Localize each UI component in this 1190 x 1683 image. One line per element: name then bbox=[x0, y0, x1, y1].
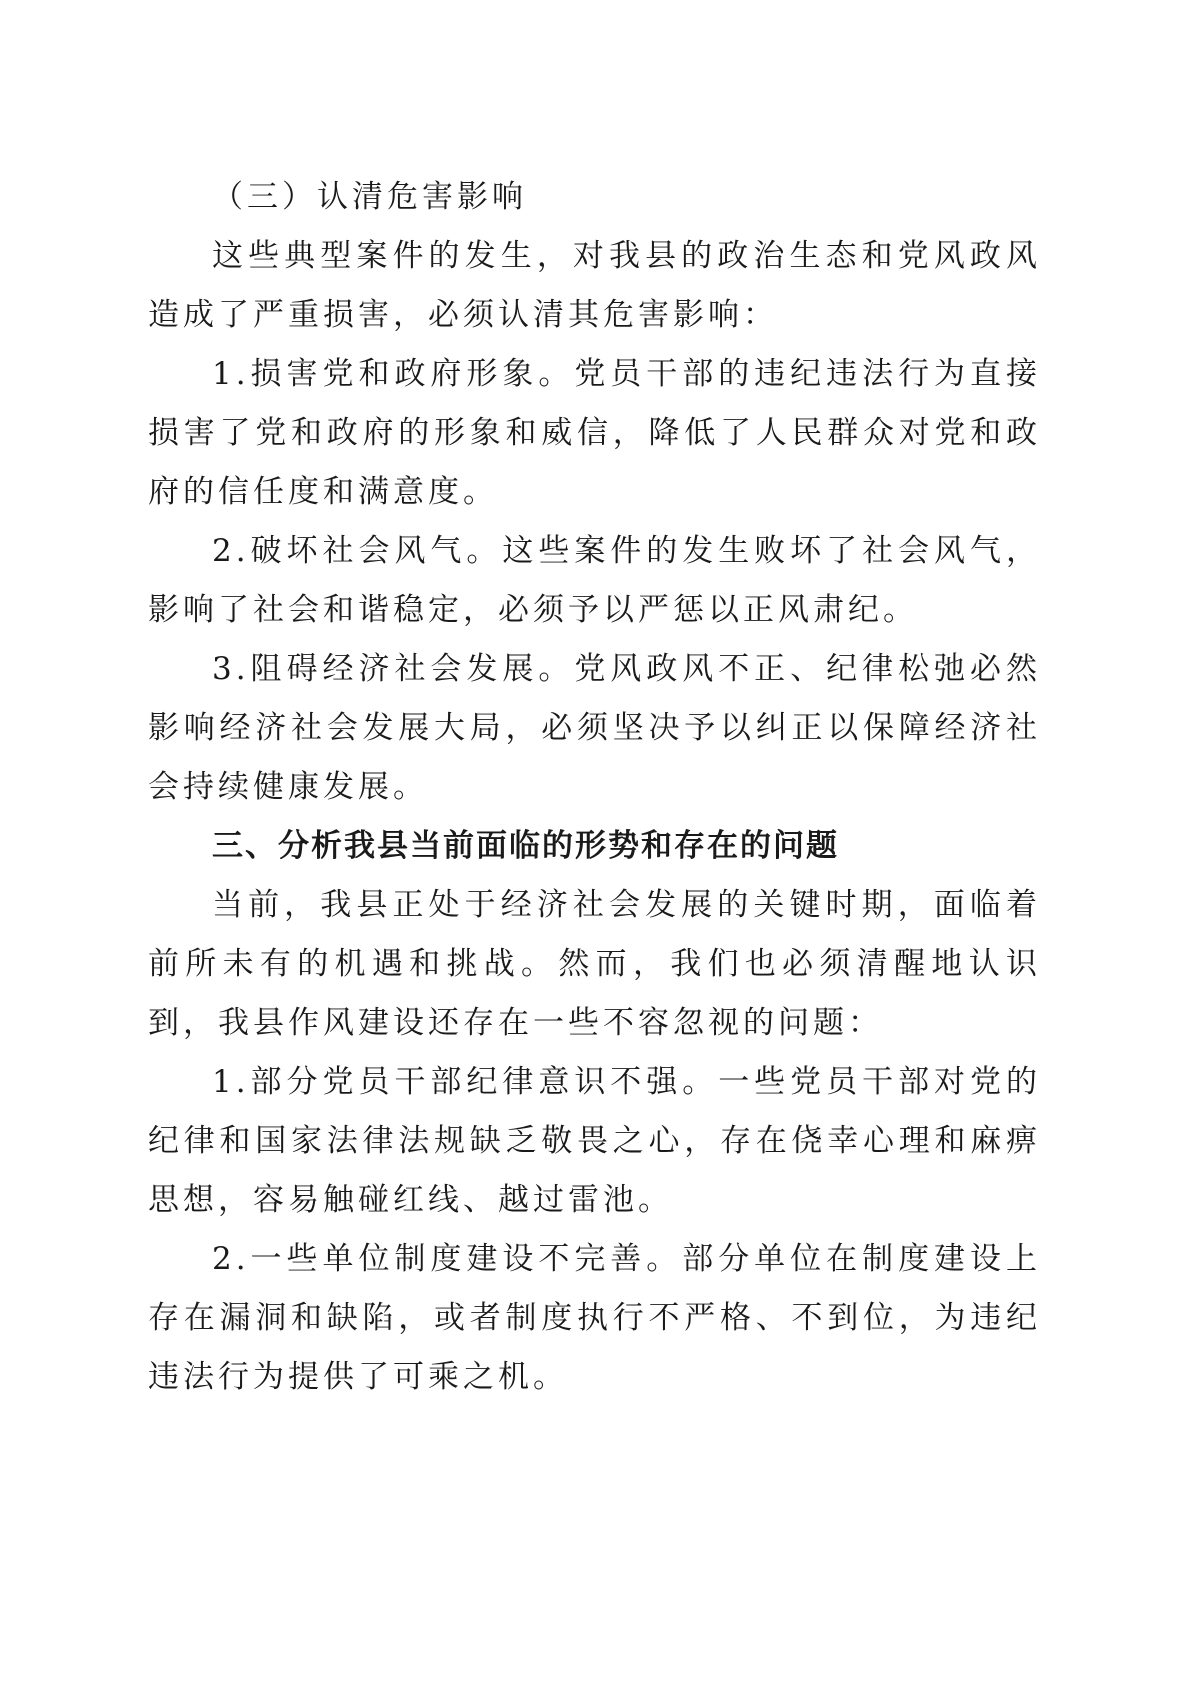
paragraph-current-situation: 当前，我县正处于经济社会发展的关键时期，面临着前所未有的机遇和挑战。然而，我们也必须清醒地认识到，我县作风建设还存在一些不容忽视的问题： bbox=[148, 887, 1041, 1041]
subheading-harm-impact: （三）认清危害影响 bbox=[212, 179, 527, 215]
paragraph-point-1: 1.损害党和政府形象。党员干部的违纪违法行为直接损害了党和政府的形象和威信，降低了人民群众对党和政府的信任度和满意度。 bbox=[148, 356, 1041, 510]
document-page bbox=[148, 168, 1041, 1407]
paragraph-problem-1: 1.部分党员干部纪律意识不强。一些党员干部对党的纪律和国家法律法规缺乏敬畏之心，存在侥幸心理和麻痹思想，容易触碰红线、越过雷池。 bbox=[148, 1064, 1041, 1218]
section-heading-three: 三、分析我县当前面临的形势和存在的问题 bbox=[212, 828, 839, 864]
paragraph-intro: 这些典型案件的发生，对我县的政治生态和党风政风造成了严重损害，必须认清其危害影响： bbox=[148, 238, 1041, 333]
paragraph-problem-2: 2.一些单位制度建设不完善。部分单位在制度建设上存在漏洞和缺陷，或者制度执行不严格、不到位，为违纪违法行为提供了可乘之机。 bbox=[148, 1241, 1041, 1395]
paragraph-point-3: 3.阻碍经济社会发展。党风政风不正、纪律松弛必然影响经济社会发展大局，必须坚决予以纠正以保障经济社会持续健康发展。 bbox=[148, 651, 1041, 805]
paragraph-point-2: 2.破坏社会风气。这些案件的发生败坏了社会风气，影响了社会和谐稳定，必须予以严惩以正风肃纪。 bbox=[148, 533, 1041, 628]
